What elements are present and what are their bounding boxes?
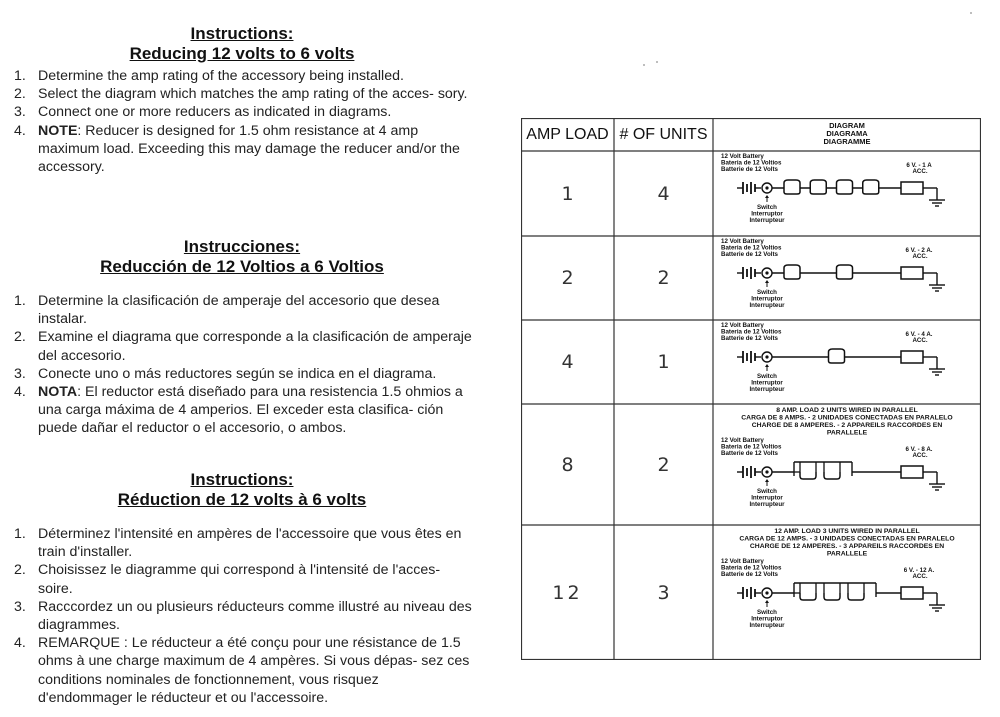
reducer-unit <box>863 180 879 188</box>
battery-label: Batterie de 12 Volts <box>721 571 778 578</box>
switch-contact <box>765 271 768 274</box>
reducer-unit <box>784 180 800 188</box>
spanish-heading-label: Instrucciones: <box>183 237 301 256</box>
switch-contact <box>765 591 768 594</box>
wiring-diagrams <box>721 153 955 629</box>
battery-label: Bateria de 12 Voltios <box>721 443 782 451</box>
switch-label: Interruptor <box>751 379 783 387</box>
amp-load-cell: 2 <box>561 267 574 289</box>
switch-label: Interrupteur <box>749 501 785 508</box>
switch-arrowhead <box>765 280 769 283</box>
switch-label: Interrupteur <box>749 217 785 224</box>
parallel-note: CARGA DE 8 AMPS. - 2 UNIDADES CONECTADAS EN PARALELO <box>741 414 953 422</box>
reducer-unit <box>829 349 845 357</box>
parallel-note: CARGA DE 12 AMPS. - 3 UNIDADES CONECTADAS EN PARALELO <box>739 535 955 543</box>
battery-label: 12 Volt Battery <box>721 437 764 444</box>
reducer-unit <box>784 265 800 273</box>
parallel-note: PARALLELE <box>826 429 868 437</box>
list-item: 1. Determine la clasificación de amperaje del accesorio que desea instalar. <box>14 293 440 328</box>
scan-speck <box>970 12 972 14</box>
reducer-unit <box>837 273 853 279</box>
french-steps <box>14 525 474 707</box>
battery-label: Bateria de 12 Voltios <box>721 564 782 572</box>
units-cell: 2 <box>657 267 670 289</box>
reducer-unit <box>800 472 816 479</box>
list-item: 3. Connect one or more reducers as indicated in diagrams. <box>14 104 392 121</box>
voltage-label: 6 V. - 8 A. <box>905 446 933 453</box>
english-steps <box>14 67 474 176</box>
acc-label: ACC. <box>912 168 928 175</box>
switch-label: Interrupteur <box>749 386 785 393</box>
reducer-unit <box>824 593 840 600</box>
english-heading-label: Instructions: <box>190 24 294 43</box>
english-title: Reducing 12 volts to 6 volts <box>129 44 355 63</box>
reducer-unit <box>810 188 826 194</box>
list-item: 3. Racccordez un ou plusieurs réducteurs comme illustré au niveau des diagrammes. <box>14 598 472 634</box>
battery-label: Batterie de 12 Volts <box>721 166 778 173</box>
voltage-label: 6 V. - 1 A <box>906 162 932 169</box>
switch-label: Interruptor <box>751 295 783 303</box>
switch-label: Interrupteur <box>749 622 785 629</box>
diagram-header-line: DIAGRAMA <box>826 129 868 138</box>
english-heading <box>0 24 484 64</box>
units-cell: 4 <box>657 182 670 205</box>
acc-label: ACC. <box>912 452 928 459</box>
battery-label: Bateria de 12 Voltios <box>721 244 782 252</box>
accessory-box <box>901 182 923 194</box>
switch-label: Switch <box>757 204 777 211</box>
acc-label: ACC. <box>912 337 928 344</box>
list-item: 4. NOTE: Reducer is designed for 1.5 ohm resistance at 4 amp maximum load. Exceeding this may damage the reducer and/or the accessory. <box>14 122 460 176</box>
reducer-unit <box>829 357 845 363</box>
accessory-box <box>901 267 923 279</box>
diagram-header-line: DIAGRAM <box>829 121 865 130</box>
units-cell: 1 <box>657 351 670 373</box>
switch-label: Interruptor <box>751 210 783 218</box>
units-cell: 3 <box>657 581 670 604</box>
acc-label: ACC. <box>912 573 928 580</box>
list-item: 1. Determine the amp rating of the accessory being installed. <box>14 68 404 84</box>
list-item: 4. REMARQUE : Le réducteur a été conçu pour une résistance de 1.5 ohms à une charge maximum de 4 ampères. Si vous dépas- sez ces conditions nominales de fonctionnement, vous risquez d'endommager le réducteur et ou l'accessoire. <box>14 635 470 706</box>
switch-arrowhead <box>765 195 769 198</box>
battery-label: 12 Volt Battery <box>721 558 764 565</box>
reducer-unit <box>848 593 864 600</box>
reducer-unit <box>837 188 853 194</box>
amp-load-cell: 1 <box>561 182 574 205</box>
amp-load-header: AMP LOAD <box>526 125 609 143</box>
battery-label: 12 Volt Battery <box>721 238 764 245</box>
reducer-unit <box>800 593 816 600</box>
reducer-unit <box>784 273 800 279</box>
list-item: 2. Examine el diagrama que corresponde a la clasificación de amperaje del accesorio. <box>14 329 472 364</box>
amp-load-cell: 12 <box>552 581 583 604</box>
battery-label: Bateria de 12 Voltios <box>721 159 782 167</box>
battery-label: 12 Volt Battery <box>721 153 764 160</box>
switch-contact <box>765 355 768 358</box>
voltage-label: 6 V. - 12 A. <box>903 567 935 574</box>
french-heading-label: Instructions: <box>190 470 294 489</box>
diagram-table <box>521 118 981 660</box>
units-cell: 2 <box>657 453 670 476</box>
voltage-label: 6 V. - 4 A. <box>905 331 933 338</box>
list-item: 1. Déterminez l'intensité en ampères de l'accessoire que vous êtes en train d'installer. <box>14 526 462 561</box>
accessory-box <box>901 351 923 363</box>
spanish-heading <box>0 237 484 277</box>
switch-label: Switch <box>757 373 777 380</box>
spanish-title: Reducción de 12 Voltios a 6 Voltios <box>100 257 384 276</box>
switch-arrowhead <box>765 600 769 603</box>
parallel-note: CHARGE DE 8 AMPERES. - 2 APPAREILS RACCORDES EN <box>751 422 943 429</box>
switch-arrowhead <box>765 479 769 482</box>
parallel-note: CHARGE DE 12 AMPERES. - 3 APPAREILS RACCORDES EN <box>749 543 945 550</box>
battery-label: Batterie de 12 Volts <box>721 335 778 342</box>
switch-arrowhead <box>765 364 769 367</box>
voltage-label: 6 V. - 2 A. <box>905 247 933 254</box>
battery-label: 12 Volt Battery <box>721 322 764 329</box>
switch-label: Interruptor <box>751 494 783 502</box>
reducer-unit <box>837 180 853 188</box>
acc-label: ACC. <box>912 253 928 260</box>
list-item: 4. NOTA: El reductor está diseñado para una resistencia 1.5 ohmios a una carga máxima de 4 amperios. El exceder esta clasifica- ción puede dañar el reductor o el accesorio, o ambos. <box>14 384 463 437</box>
spanish-steps <box>14 292 474 438</box>
scan-speck <box>643 64 645 66</box>
french-heading <box>0 470 484 510</box>
switch-label: Switch <box>757 488 777 495</box>
switch-label: Interrupteur <box>749 302 785 309</box>
reducer-unit <box>863 188 879 194</box>
french-title: Réduction de 12 volts à 6 volts <box>117 490 367 509</box>
battery-label: Batterie de 12 Volts <box>721 450 778 457</box>
switch-label: Switch <box>757 609 777 616</box>
reducer-unit <box>810 180 826 188</box>
switch-contact <box>765 470 768 473</box>
reducer-unit <box>824 472 840 479</box>
switch-label: Interruptor <box>751 615 783 623</box>
switch-contact <box>765 186 768 189</box>
reducer-unit <box>837 265 853 273</box>
scan-speck <box>656 61 658 63</box>
amp-load-cell: 8 <box>561 453 574 476</box>
battery-label: Batterie de 12 Volts <box>721 251 778 258</box>
reducer-unit <box>784 188 800 194</box>
switch-label: Switch <box>757 289 777 296</box>
parallel-note: 8 AMP. LOAD 2 UNITS WIRED IN PARALLEL <box>776 407 918 414</box>
battery-label: Bateria de 12 Voltios <box>721 328 782 336</box>
accessory-box <box>901 587 923 599</box>
list-item: 2. Select the diagram which matches the amp rating of the acces- sory. <box>14 86 468 103</box>
parallel-note: 12 AMP. LOAD 3 UNITS WIRED IN PARALLEL <box>774 528 920 535</box>
list-item: 3. Conecte uno o más reductores según se indica en el diagrama. <box>14 365 437 382</box>
list-item: 2. Choisissez le diagramme qui correspond à l'intensité de l'acces- soire. <box>14 562 441 597</box>
diagram-header-text <box>823 121 870 146</box>
accessory-box <box>901 466 923 478</box>
diagram-header-line: DIAGRAMME <box>823 137 871 146</box>
amp-load-cell: 4 <box>561 351 574 373</box>
units-header: # OF UNITS <box>619 125 708 143</box>
parallel-note: PARALLELE <box>826 550 868 558</box>
